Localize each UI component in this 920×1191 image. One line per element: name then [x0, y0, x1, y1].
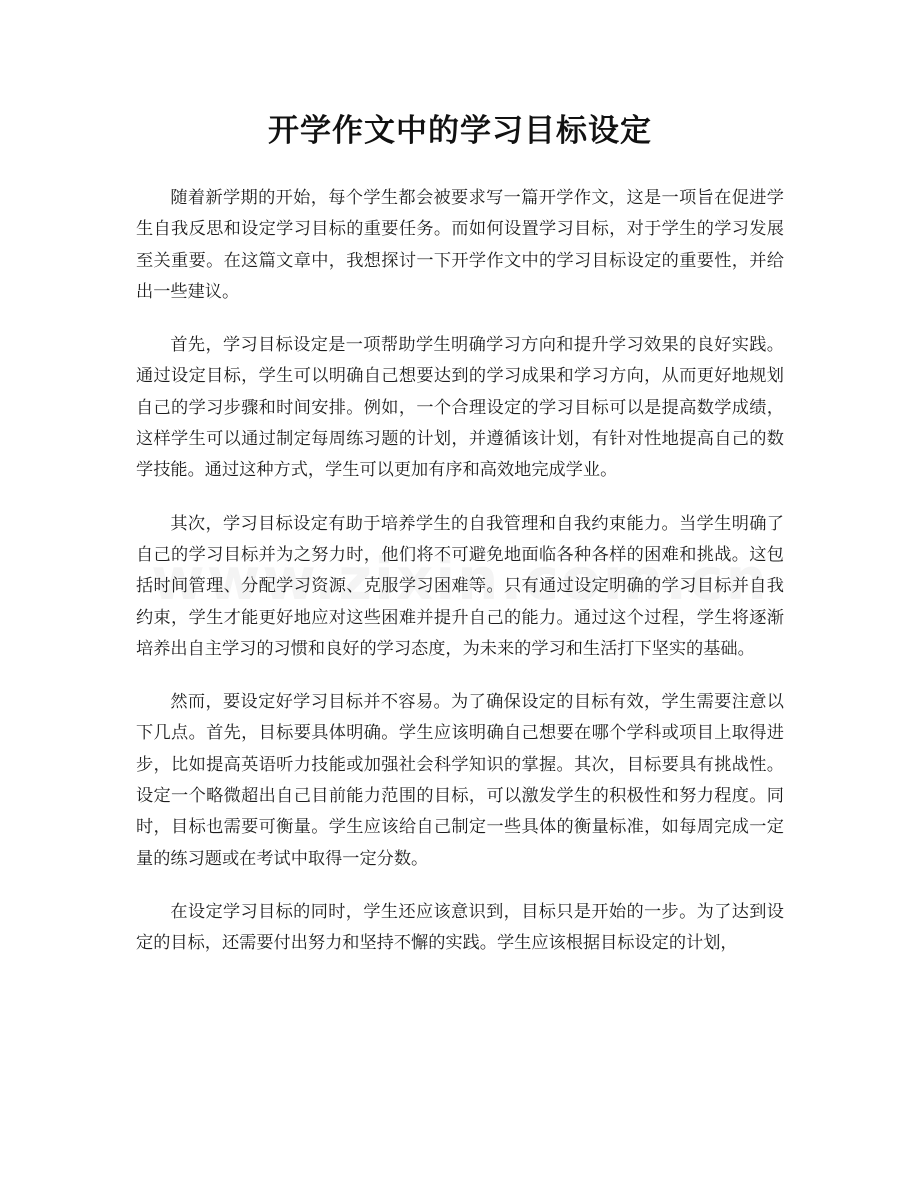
document-body [136, 183, 784, 982]
paragraph-1: 随着新学期的开始，每个学生都会被要求写一篇开学作文，这是一项旨在促进学生自我反思和设定学习目标的重要任务。而如何设置学习目标，对于学生的学习发展至关重要。在这篇文章中，我想探讨一下开学作文中的学习目标设定的重要性，并给出一些建议。 [136, 188, 784, 302]
paragraph-3: 其次，学习目标设定有助于培养学生的自我管理和自我约束能力。当学生明确了自己的学习目标并为之努力时，他们将不可避免地面临各种各样的困难和挑战。这包括时间管理、分配学习资源、克服学习困难等。只有通过设定明确的学习目标并自我约束，学生才能更好地应对这些困难并提升自己的能力。通过这个过程，学生将逐渐培养出自主学习的习惯和良好的学习态度，为未来的学习和生活打下坚实的基础。 [136, 513, 784, 659]
paragraph-4: 然而，要设定好学习目标并不容易。为了确保设定的目标有效，学生需要注意以下几点。首先，目标要具体明确。学生应该明确自己想要在哪个学科或项目上取得进步，比如提高英语听力技能或加强社会科学知识的掌握。其次，目标要具有挑战性。设定一个略微超出自己目前能力范围的目标，可以激发学生的积极性和努力程度。同时，目标也需要可衡量。学生应该给自己制定一些具体的衡量标准，如每周完成一定量的练习题或在考试中取得一定分数。 [136, 692, 784, 869]
paragraph-2: 首先，学习目标设定是一项帮助学生明确学习方向和提升学习效果的良好实践。通过设定目标，学生可以明确自己想要达到的学习成果和学习方向，从而更好地规划自己的学习步骤和时间安排。例如，一个合理设定的学习目标可以是提高数学成绩，这样学生可以通过制定每周练习题的计划，并遵循该计划，有针对性地提高自己的数学技能。通过这种方式，学生可以更加有序和高效地完成学业。 [136, 335, 784, 481]
page-title: 开学作文中的学习目标设定 [268, 113, 652, 149]
paragraph-5: 在设定学习目标的同时，学生还应该意识到，目标只是开始的一步。为了达到设定的目标，还需要付出努力和坚持不懈的实践。学生应该根据目标设定的计划， [136, 901, 784, 954]
